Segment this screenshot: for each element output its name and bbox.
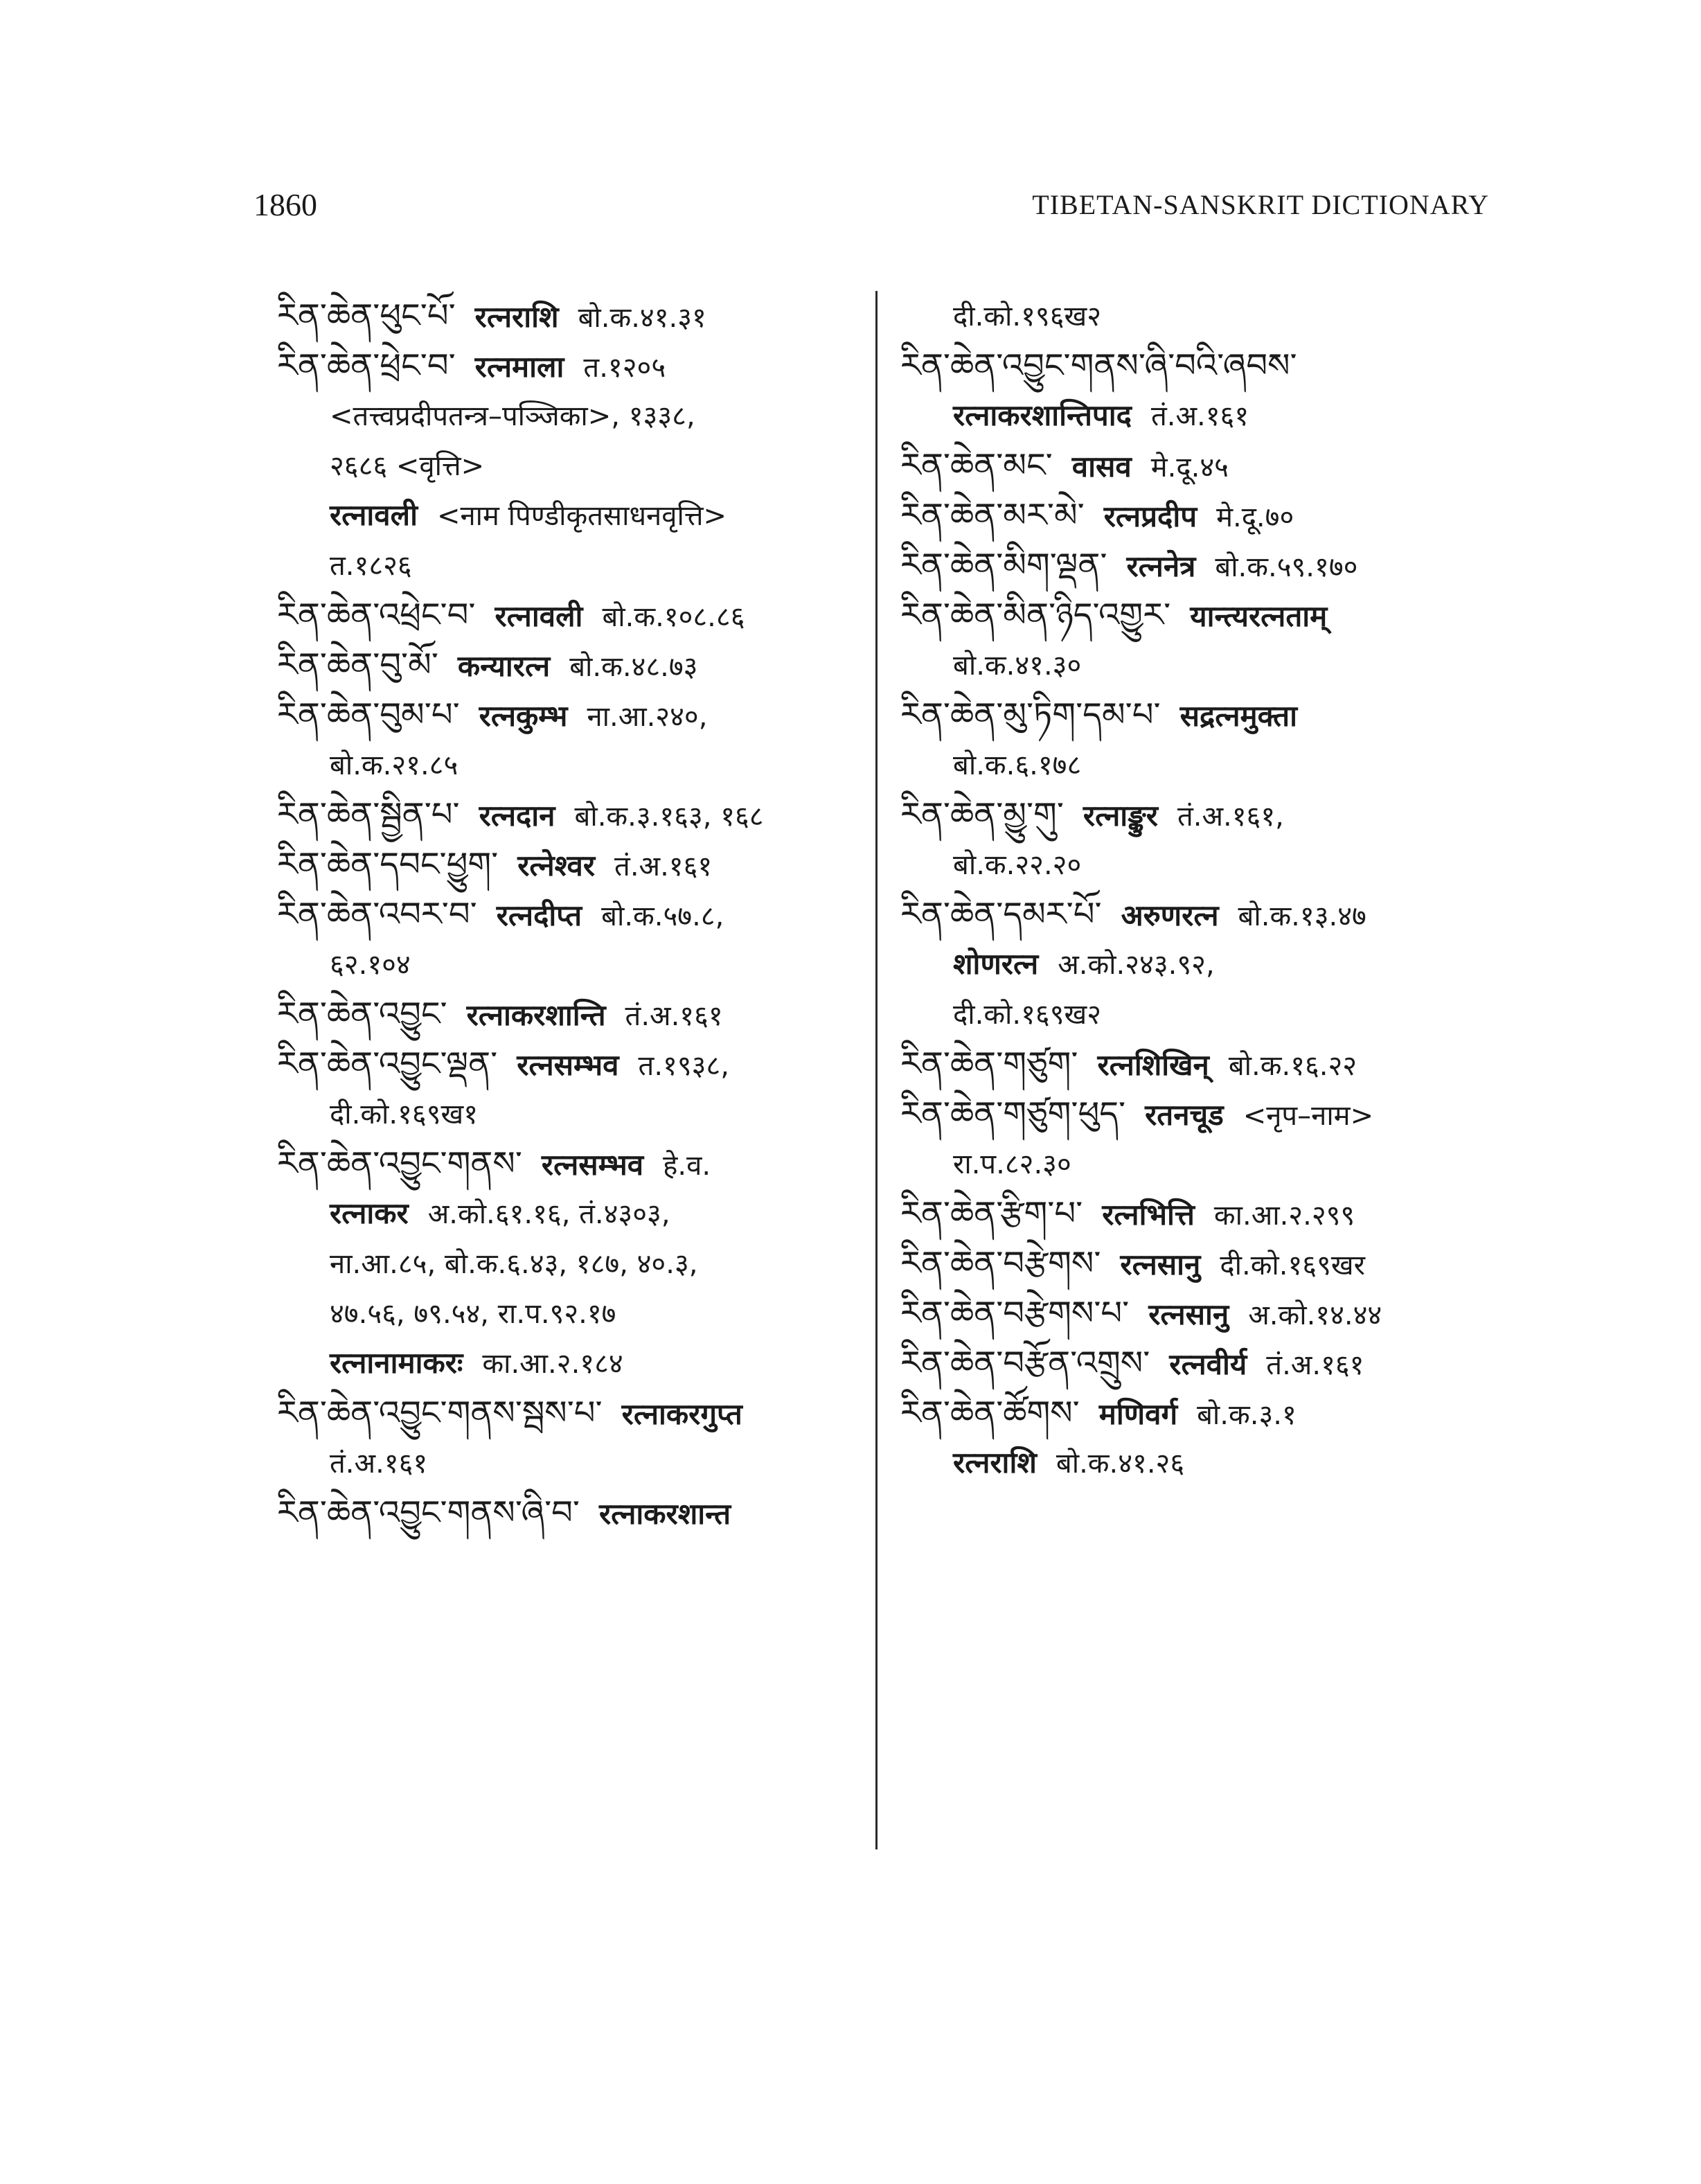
tibetan-headword: རིན་ཆེན་གཙུག་ (900, 1045, 1078, 1083)
sanskrit-equivalent: रत्नाकरशान्त (599, 1497, 731, 1531)
entry-continuation (277, 540, 845, 590)
tibetan-headword: རིན་ཆེན་བུ་མོ་ (277, 646, 438, 684)
tibetan-headword: རིན་ཆེན་བརྩོན་འགྲུས་ (900, 1344, 1150, 1383)
dictionary-entry (900, 540, 1468, 590)
dictionary-entry (900, 1338, 1468, 1388)
dictionary-entry (277, 1388, 845, 1438)
source-reference: ४७.५६, ७९.५४, रा.प.९२.१७ (330, 1298, 616, 1330)
sanskrit-equivalent: अरुणरत्न (1121, 898, 1219, 932)
sanskrit-equivalent: रत्नानामाकरः (330, 1346, 463, 1380)
source-reference: त.१८२६ (330, 550, 412, 582)
tibetan-headword: རིན་ཆེན་འབྱུང་གནས་ (277, 1144, 522, 1183)
dictionary-entry (900, 790, 1468, 840)
source-reference: तं.अ.१६१ (625, 1000, 723, 1032)
tibetan-headword: རིན་ཆེན་ཕུང་པོ་ (277, 296, 456, 335)
sanskrit-equivalent: रत्नसम्भव (517, 1048, 619, 1082)
tibetan-headword: རིན་ཆེན་འབྱུང་གནས་ཞི་བ་ (277, 1493, 580, 1532)
entry-continuation (277, 1239, 845, 1288)
source-reference: अ.को.१४.४४ (1248, 1299, 1382, 1331)
entry-continuation (277, 939, 845, 989)
tibetan-headword: རིན་ཆེན་རྩིག་པ་ (900, 1194, 1083, 1233)
sanskrit-equivalent: रत्नसानु (1148, 1297, 1229, 1331)
sanskrit-equivalent: रत्नाकर (330, 1196, 409, 1230)
source-reference: का.आ.२.२९९ (1213, 1200, 1355, 1232)
sanskrit-equivalent: रत्नाकरशान्तिपाद (953, 398, 1132, 432)
sanskrit-equivalent: रत्नावली (495, 599, 583, 633)
tibetan-headword: རིན་ཆེན་མར་མེ་ (900, 496, 1085, 535)
sanskrit-equivalent: रत्नसानु (1120, 1248, 1201, 1281)
source-reference: दी.को.१६९ख२ (953, 999, 1102, 1031)
source-reference: रा.प.८२.३० (953, 1148, 1071, 1180)
entry-continuation (277, 391, 845, 441)
running-head: TIBETAN-SANSKRIT DICTIONARY (1032, 189, 1489, 220)
tibetan-headword: རིན་ཆེན་ཕྲེང་བ་ (277, 346, 456, 385)
source-reference: <नाम पिण्डीकृतसाधनवृत्ति> (436, 500, 727, 532)
dictionary-entry (900, 441, 1468, 490)
source-reference: <तत्त्वप्रदीपतन्त्र–पञ्जिका>, १३३८, (330, 400, 695, 432)
dictionary-entry (277, 1139, 845, 1189)
entry-continuation (277, 490, 845, 540)
sanskrit-equivalent: रत्ननेत्र (1126, 549, 1196, 583)
source-reference: तं.अ.१६१ (1150, 400, 1249, 432)
column-divider (875, 291, 878, 1849)
tibetan-headword: རིན་ཆེན་མྱུ་གུ་ (900, 795, 1064, 834)
source-reference: दी.को.१६९ख१ (330, 1099, 479, 1130)
sanskrit-equivalent: रत्नाकरशान्ति (466, 998, 606, 1032)
entry-continuation (900, 1139, 1468, 1189)
source-reference: मे.दू.७० (1216, 501, 1294, 533)
tibetan-headword: རིན་ཆེན་དབང་ཕྱུག་ (277, 845, 499, 884)
sanskrit-equivalent: रत्नेश्वर (517, 849, 596, 882)
page-number: 1860 (253, 187, 317, 222)
dictionary-entry (277, 341, 845, 391)
entry-continuation (277, 1338, 845, 1388)
source-reference: का.आ.२.१८४ (482, 1348, 623, 1380)
source-reference: बो.क.१३.४७ (1238, 900, 1366, 932)
tibetan-headword: རིན་ཆེན་བརྩེགས་པ་ (900, 1294, 1130, 1333)
dictionary-entry (277, 640, 845, 690)
source-reference: दी.को.१९६ख२ (953, 301, 1102, 332)
source-reference: तं.अ.१६१ (614, 851, 713, 882)
dictionary-entry (277, 590, 845, 640)
dictionary-entry (277, 690, 845, 740)
dictionary-entry (277, 889, 845, 939)
sanskrit-equivalent: रत्नभित्ति (1102, 1198, 1195, 1232)
source-reference: बो.क.६.१७८ (953, 749, 1082, 781)
sanskrit-equivalent: रत्नाकरगुप्त (621, 1397, 742, 1431)
tibetan-headword: རིན་ཆེན་འབྱུང་ (277, 995, 447, 1033)
left-column (277, 291, 845, 1538)
sanskrit-equivalent: शोणरत्न (953, 947, 1039, 981)
tibetan-headword: རིན་ཆེན་དམར་པོ་ (900, 895, 1102, 934)
source-reference: तं.अ.१६१ (330, 1448, 428, 1480)
source-reference: हे.व. (663, 1150, 711, 1182)
tibetan-headword: རིན་ཆེན་མིག་ལྡན་ (900, 546, 1107, 585)
sanskrit-equivalent: सद्रत्नमुक्ता (1179, 699, 1297, 733)
sanskrit-equivalent: रत्नवीर्य (1169, 1347, 1247, 1381)
entry-continuation (277, 1189, 845, 1239)
sanskrit-equivalent: रत्नदान (479, 799, 555, 833)
dictionary-entry (900, 1388, 1468, 1438)
sanskrit-equivalent: यान्त्यरत्नताम् (1190, 599, 1328, 633)
source-reference: बो.क.१०८.८६ (602, 601, 745, 633)
source-reference: बो.क.४८.७३ (569, 651, 698, 683)
source-reference: अ.को.२४३.९२, (1058, 949, 1215, 981)
entry-continuation (277, 1438, 845, 1488)
entry-continuation (900, 291, 1468, 341)
source-reference: ना.आ.२४०, (587, 701, 708, 733)
sanskrit-equivalent: रत्नदीप्त (496, 898, 582, 932)
tibetan-headword: རིན་ཆེན་བུམ་པ་ (277, 695, 460, 734)
source-reference: तं.अ.१६१ (1266, 1349, 1364, 1381)
dictionary-entry (277, 989, 845, 1039)
tibetan-headword: རིན་ཆེན་བརྩེགས་ (900, 1244, 1101, 1283)
source-reference: बो.क.४१.३० (953, 650, 1082, 682)
source-reference: बो.क.५९.१७० (1215, 551, 1358, 583)
dictionary-entry (277, 840, 845, 889)
dictionary-entry (900, 590, 1468, 640)
source-reference: ६२.१०४ (330, 949, 411, 981)
entry-continuation (900, 640, 1468, 690)
source-reference: ना.आ.८५, बो.क.६.४३, १८७, ४०.३, (330, 1248, 698, 1280)
source-reference: त.१९३८, (638, 1050, 729, 1082)
sanskrit-equivalent: रत्नाङ्कुर (1083, 799, 1158, 833)
entry-continuation (900, 939, 1468, 989)
dictionary-entry (900, 1288, 1468, 1338)
sanskrit-equivalent: रत्नावली (330, 498, 418, 532)
source-reference: बो.क.२२.२० (953, 849, 1082, 881)
right-column (900, 291, 1468, 1488)
sanskrit-equivalent: रत्नशिखिन् (1097, 1048, 1209, 1082)
dictionary-entry (900, 490, 1468, 540)
entry-continuation (900, 1438, 1468, 1488)
tibetan-headword: རིན་ཆེན་གཙུག་ཕུད་ (900, 1094, 1126, 1133)
dictionary-entry (900, 341, 1468, 391)
entry-continuation (900, 840, 1468, 889)
dictionary-entry (900, 1089, 1468, 1139)
dictionary-entry (900, 1239, 1468, 1288)
source-reference: <नृप–नाम> (1243, 1100, 1374, 1132)
sanskrit-equivalent: रतनचूड (1145, 1098, 1224, 1132)
source-reference: बो.क.५७.८, (601, 900, 724, 932)
source-reference: बो.क.४१.३१ (578, 302, 706, 334)
dictionary-entry (277, 291, 845, 341)
tibetan-headword: རིན་ཆེན་འབར་བ་ (277, 895, 477, 934)
entry-continuation (277, 1288, 845, 1338)
entry-continuation (277, 441, 845, 490)
dictionary-entry (900, 889, 1468, 939)
dictionary-entry (900, 690, 1468, 740)
sanskrit-equivalent: वासव (1071, 450, 1132, 483)
tibetan-headword: རིན་ཆེན་མང་ (900, 446, 1053, 485)
dictionary-entry (900, 1189, 1468, 1239)
dictionary-entry (277, 790, 845, 840)
tibetan-headword: རིན་ཆེན་སྦྱིན་པ་ (277, 795, 460, 834)
source-reference: त.१२०५ (583, 352, 666, 384)
sanskrit-equivalent: रत्नराशि (953, 1446, 1037, 1480)
sanskrit-equivalent: रत्नराशि (474, 300, 559, 334)
tibetan-headword: རིན་ཆེན་འབྱུང་ལྡན་ (277, 1045, 498, 1083)
source-reference: २६८६ <वृत्ति> (330, 450, 485, 482)
sanskrit-equivalent: मणिवर्ग (1098, 1397, 1178, 1431)
source-reference: बो.क.२१.८५ (330, 749, 458, 781)
entry-continuation (900, 740, 1468, 790)
tibetan-headword: རིན་ཆེན་མུ་ཏིག་དམ་པ་ (900, 695, 1161, 734)
sanskrit-equivalent: रत्नप्रदीप (1103, 499, 1197, 533)
source-reference: अ.को.६१.१६, तं.४३०३, (427, 1198, 670, 1230)
dictionary-entry (900, 1039, 1468, 1089)
source-reference: बो.क.३.१६३, १६८ (574, 801, 764, 833)
entry-continuation (277, 1089, 845, 1139)
entry-continuation (900, 391, 1468, 441)
dictionary-entry (277, 1488, 845, 1538)
source-reference: बो.क.१६.२२ (1228, 1050, 1357, 1082)
sanskrit-equivalent: रत्नकुम्भ (479, 699, 568, 733)
source-reference: दी.को.१६९खर (1220, 1250, 1365, 1281)
sanskrit-equivalent: रत्नसम्भव (541, 1148, 644, 1182)
tibetan-headword: རིན་ཆེན་འབྱུང་གནས་ཞི་བའི་ཞབས་ (900, 346, 1297, 385)
source-reference: मे.दू.४५ (1150, 452, 1229, 483)
sanskrit-equivalent: रत्नमाला (474, 350, 564, 384)
sanskrit-equivalent: कन्यारत्न (457, 649, 551, 683)
entry-continuation (277, 740, 845, 790)
source-reference: बो.क.३.१ (1197, 1399, 1297, 1431)
tibetan-headword: རིན་ཆེན་ཚོགས་ (900, 1394, 1080, 1432)
dictionary-entry (277, 1039, 845, 1089)
source-reference: बो.क.४१.२६ (1056, 1448, 1185, 1480)
entry-continuation (900, 989, 1468, 1039)
tibetan-headword: རིན་ཆེན་འབྱུང་གནས་སྦས་པ་ (277, 1394, 603, 1432)
tibetan-headword: རིན་ཆེན་མིན་ཉིད་འགྱུར་ (900, 596, 1171, 634)
tibetan-headword: རིན་ཆེན་འཕྲེང་བ་ (277, 596, 476, 634)
source-reference: तं.अ.१६१, (1177, 801, 1284, 833)
